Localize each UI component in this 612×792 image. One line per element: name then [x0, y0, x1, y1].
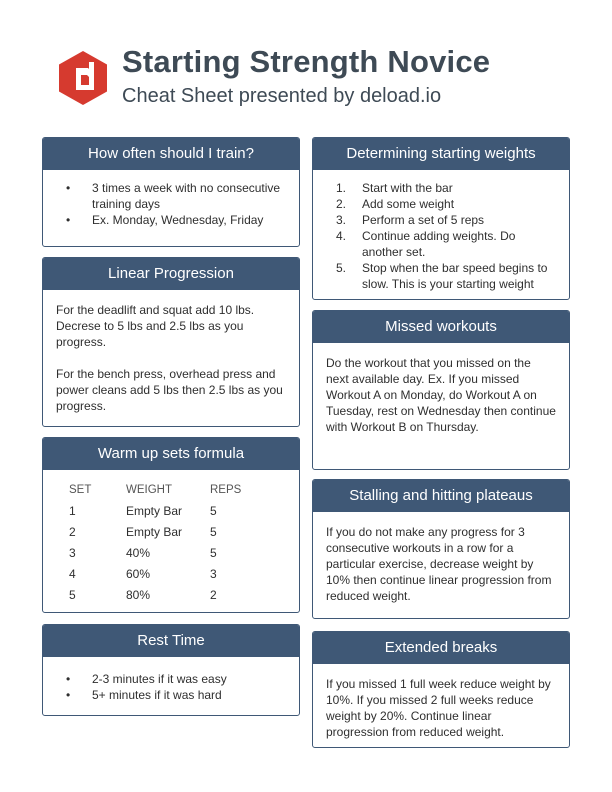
stalling-heading: Stalling and hitting plateaus: [313, 480, 569, 512]
step-number: 4.: [336, 229, 347, 243]
linear-progression-text: For the bench press, overhead press and power cleans add 5 lbs then 2.5 lbs as you progress.: [56, 367, 283, 413]
table-row: [69, 584, 241, 605]
warmup-heading: Warm up sets formula: [43, 438, 299, 470]
list-item: • 2-3 minutes if it was easy: [66, 671, 286, 687]
extended-breaks-heading: Extended breaks: [313, 632, 569, 664]
weight-cell: 60%: [126, 566, 151, 581]
set-cell: 2: [69, 524, 76, 539]
extended-breaks-text: If you missed 1 full week reduce weight by 10%. If you missed 2 full weeks reduce weight by 20%. Continue linear progression from reduced weight.: [326, 677, 551, 739]
table-row: [69, 563, 241, 584]
missed-workouts-heading: Missed workouts: [313, 311, 569, 343]
weight-cell: 80%: [126, 587, 151, 602]
step-text: Start with the bar: [362, 181, 453, 195]
step-number: 1.: [336, 181, 347, 195]
missed-workouts-text: Do the workout that you missed on the next available day. Ex. If you missed Workout A on Monday, do Workout A on Tuesday, rest on Wednesday then continue with Workout B on Thursday.: [326, 356, 556, 434]
weight-cell: Empty Bar: [126, 524, 183, 539]
train-frequency-list: [56, 180, 286, 228]
reps-cell: 5: [210, 524, 217, 539]
set-cell: 5: [69, 587, 76, 602]
set-cell: 1: [69, 503, 76, 518]
rest-time-list: [56, 671, 286, 703]
set-cell: 4: [69, 566, 76, 581]
weight-cell: Empty Bar: [126, 503, 183, 518]
extended-breaks-card: [312, 631, 570, 748]
step-number: 5.: [336, 261, 347, 275]
step-text: Perform a set of 5 reps: [362, 213, 485, 227]
weight-cell: 40%: [126, 545, 151, 560]
list-item: [336, 180, 556, 196]
reps-cell: 5: [210, 545, 217, 560]
list-item: [336, 196, 556, 212]
reps-cell: 2: [210, 587, 217, 602]
rest-time-card: [42, 624, 300, 716]
starting-weights-steps: [326, 180, 556, 292]
page-title: Starting Strength Novice: [122, 44, 491, 79]
column-header-reps: REPS: [210, 483, 242, 496]
linear-progression-heading: Linear Progression: [43, 258, 299, 290]
list-item: • 5+ minutes if it was hard: [66, 687, 286, 703]
step-number: 2.: [336, 197, 347, 211]
table-row: [69, 500, 241, 521]
train-frequency-card: [42, 137, 300, 247]
reps-cell: 3: [210, 566, 217, 581]
step-number: 3.: [336, 213, 347, 227]
warmup-table: [69, 479, 241, 605]
linear-progression-text: For the deadlift and squat add 10 lbs. Decrese to 5 lbs and 2.5 lbs as you progress.: [56, 303, 255, 349]
column-header-set: SET: [69, 483, 92, 496]
page-subtitle: Cheat Sheet presented by deload.io: [122, 85, 442, 107]
column-header-weight: WEIGHT: [126, 483, 172, 496]
warmup-card: [42, 437, 300, 613]
missed-workouts-card: [312, 310, 570, 470]
list-item: • 3 times a week with no consecutive training days: [66, 180, 286, 212]
list-item: • Ex. Monday, Wednesday, Friday: [66, 212, 286, 228]
deload-hexagon-logo-icon: [55, 50, 111, 106]
step-text: Continue adding weights. Do another set.: [362, 229, 516, 259]
set-cell: 3: [69, 545, 76, 560]
list-item: [336, 212, 556, 228]
stalling-card: [312, 479, 570, 619]
step-text: Stop when the bar speed begins to slow. This is your starting weight: [362, 261, 548, 291]
step-text: Add some weight: [362, 197, 455, 211]
reps-cell: 5: [210, 503, 217, 518]
table-row: [69, 542, 241, 563]
stalling-text: If you do not make any progress for 3 consecutive workouts in a row for a particular exercise, decrease weight by 10% then continue linear progression from reduced weight.: [326, 525, 552, 603]
starting-weights-heading: Determining starting weights: [313, 138, 569, 170]
rest-time-heading: Rest Time: [43, 625, 299, 657]
list-item: [336, 228, 556, 260]
starting-weights-card: [312, 137, 570, 300]
table-header-row: [69, 479, 241, 500]
table-row: [69, 521, 241, 542]
list-item: [336, 260, 556, 292]
train-frequency-heading: How often should I train?: [43, 138, 299, 170]
linear-progression-card: [42, 257, 300, 427]
